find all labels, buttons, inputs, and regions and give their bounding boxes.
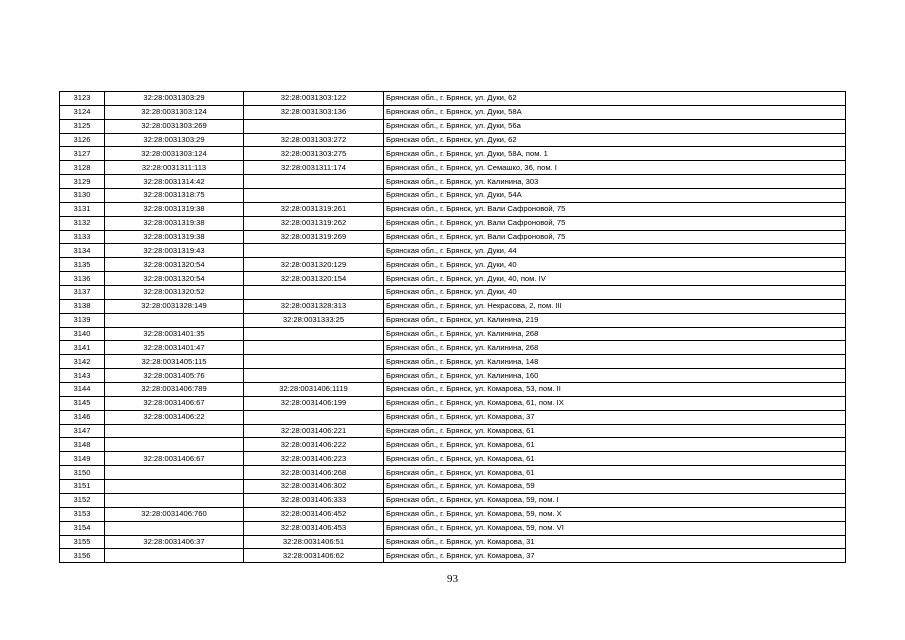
address-cell: Брянская обл., г. Брянск, ул. Вали Сафроновой, 75 [384,202,846,216]
object-cadastral-number-cell: 32:28:0031406:62 [244,549,384,563]
row-number-cell: 3145 [60,396,105,410]
object-cadastral-number-cell: 32:28:0031406:1119 [244,383,384,397]
table-row [60,258,846,272]
address-cell: Брянская обл., г. Брянск, ул. Дуки, 62 [384,92,846,106]
parent-cadastral-number-cell: 32:28:0031319:38 [105,202,244,216]
address-cell: Брянская обл., г. Брянск, ул. Комарова, 37 [384,549,846,563]
table-row [60,299,846,313]
object-cadastral-number-cell: 32:28:0031406:223 [244,452,384,466]
parent-cadastral-number-cell [105,313,244,327]
object-cadastral-number-cell: 32:28:0031333:25 [244,313,384,327]
object-cadastral-number-cell: 32:28:0031319:269 [244,230,384,244]
address-cell: Брянская обл., г. Брянск, ул. Калинина, 219 [384,313,846,327]
table-row [60,216,846,230]
parent-cadastral-number-cell [105,466,244,480]
address-cell: Брянская обл., г. Брянск, ул. Некрасова, 2, пом. III [384,299,846,313]
table-row [60,105,846,119]
table-row [60,202,846,216]
table-row [60,535,846,549]
address-cell: Брянская обл., г. Брянск, ул. Дуки, 40, пом. IV [384,272,846,286]
row-number-cell: 3128 [60,161,105,175]
table-row [60,383,846,397]
object-cadastral-number-cell [244,327,384,341]
table-row [60,521,846,535]
address-cell: Брянская обл., г. Брянск, ул. Комарова, 59, пом. X [384,507,846,521]
parent-cadastral-number-cell [105,493,244,507]
address-cell: Брянская обл., г. Брянск, ул. Семашко, 36, пом. I [384,161,846,175]
parent-cadastral-number-cell: 32:28:0031303:29 [105,133,244,147]
row-number-cell: 3136 [60,272,105,286]
row-number-cell: 3141 [60,341,105,355]
parent-cadastral-number-cell: 32:28:0031401:35 [105,327,244,341]
row-number-cell: 3131 [60,202,105,216]
parent-cadastral-number-cell: 32:28:0031405:115 [105,355,244,369]
table-row [60,355,846,369]
parent-cadastral-number-cell: 32:28:0031320:52 [105,286,244,300]
parent-cadastral-number-cell: 32:28:0031303:124 [105,105,244,119]
address-cell: Брянская обл., г. Брянск, ул. Дуки, 44 [384,244,846,258]
row-number-cell: 3132 [60,216,105,230]
object-cadastral-number-cell: 32:28:0031406:221 [244,424,384,438]
row-number-cell: 3124 [60,105,105,119]
row-number-cell: 3126 [60,133,105,147]
parent-cadastral-number-cell: 32:28:0031406:67 [105,396,244,410]
address-cell: Брянская обл., г. Брянск, ул. Комарова, 61, пом. IX [384,396,846,410]
row-number-cell: 3152 [60,493,105,507]
parent-cadastral-number-cell [105,480,244,494]
row-number-cell: 3153 [60,507,105,521]
address-cell: Брянская обл., г. Брянск, ул. Калинина, 148 [384,355,846,369]
row-number-cell: 3151 [60,480,105,494]
table-row [60,133,846,147]
object-cadastral-number-cell: 32:28:0031303:275 [244,147,384,161]
address-cell: Брянская обл., г. Брянск, ул. Комарова, 61 [384,438,846,452]
parent-cadastral-number-cell: 32:28:0031406:760 [105,507,244,521]
row-number-cell: 3155 [60,535,105,549]
row-number-cell: 3123 [60,92,105,106]
address-cell: Брянская обл., г. Брянск, ул. Вали Сафроновой, 75 [384,230,846,244]
row-number-cell: 3138 [60,299,105,313]
address-cell: Брянская обл., г. Брянск, ул. Дуки, 58А [384,105,846,119]
address-cell: Брянская обл., г. Брянск, ул. Комарова, 37 [384,410,846,424]
table-row [60,272,846,286]
table-row [60,230,846,244]
address-cell: Брянская обл., г. Брянск, ул. Комарова, 59 [384,480,846,494]
address-cell: Брянская обл., г. Брянск, ул. Комарова, 61 [384,452,846,466]
table-row [60,396,846,410]
object-cadastral-number-cell: 32:28:0031303:136 [244,105,384,119]
table-row [60,438,846,452]
object-cadastral-number-cell [244,175,384,189]
table-row [60,341,846,355]
object-cadastral-number-cell: 32:28:0031406:222 [244,438,384,452]
table-row [60,189,846,203]
row-number-cell: 3142 [60,355,105,369]
object-cadastral-number-cell [244,355,384,369]
object-cadastral-number-cell: 32:28:0031311:174 [244,161,384,175]
parent-cadastral-number-cell: 32:28:0031320:54 [105,272,244,286]
address-cell: Брянская обл., г. Брянск, ул. Комарова, 59, пом. VI [384,521,846,535]
parent-cadastral-number-cell: 32:28:0031405:76 [105,369,244,383]
table-row [60,480,846,494]
table-row [60,452,846,466]
row-number-cell: 3150 [60,466,105,480]
parent-cadastral-number-cell: 32:28:0031328:149 [105,299,244,313]
row-number-cell: 3125 [60,119,105,133]
page-number: 93 [447,573,458,585]
object-cadastral-number-cell: 32:28:0031406:302 [244,480,384,494]
row-number-cell: 3147 [60,424,105,438]
object-cadastral-number-cell [244,244,384,258]
table-row [60,119,846,133]
address-cell: Брянская обл., г. Брянск, ул. Дуки, 54А [384,189,846,203]
object-cadastral-number-cell: 32:28:0031406:199 [244,396,384,410]
parent-cadastral-number-cell: 32:28:0031311:113 [105,161,244,175]
address-cell: Брянская обл., г. Брянск, ул. Комарова, 59, пом. I [384,493,846,507]
row-number-cell: 3130 [60,189,105,203]
parent-cadastral-number-cell: 32:28:0031406:67 [105,452,244,466]
object-cadastral-number-cell [244,410,384,424]
object-cadastral-number-cell [244,119,384,133]
registry-table-body [60,92,846,563]
address-cell: Брянская обл., г. Брянск, ул. Дуки, 40 [384,286,846,300]
object-cadastral-number-cell: 32:28:0031406:333 [244,493,384,507]
row-number-cell: 3140 [60,327,105,341]
row-number-cell: 3137 [60,286,105,300]
table-row [60,327,846,341]
table-row [60,313,846,327]
row-number-cell: 3144 [60,383,105,397]
parent-cadastral-number-cell: 32:28:0031401:47 [105,341,244,355]
table-row [60,147,846,161]
address-cell: Брянская обл., г. Брянск, ул. Комарова, 31 [384,535,846,549]
address-cell: Брянская обл., г. Брянск, ул. Комарова, 53, пом. II [384,383,846,397]
table-row [60,424,846,438]
row-number-cell: 3129 [60,175,105,189]
row-number-cell: 3133 [60,230,105,244]
object-cadastral-number-cell: 32:28:0031406:268 [244,466,384,480]
address-cell: Брянская обл., г. Брянск, ул. Калинина, 160 [384,369,846,383]
object-cadastral-number-cell: 32:28:0031303:272 [244,133,384,147]
address-cell: Брянская обл., г. Брянск, ул. Дуки, 62 [384,133,846,147]
row-number-cell: 3127 [60,147,105,161]
row-number-cell: 3135 [60,258,105,272]
parent-cadastral-number-cell [105,438,244,452]
parent-cadastral-number-cell [105,424,244,438]
object-cadastral-number-cell: 32:28:0031406:452 [244,507,384,521]
object-cadastral-number-cell: 32:28:0031320:129 [244,258,384,272]
address-cell: Брянская обл., г. Брянск, ул. Калинина, 268 [384,327,846,341]
object-cadastral-number-cell [244,189,384,203]
parent-cadastral-number-cell [105,521,244,535]
address-cell: Брянская обл., г. Брянск, ул. Дуки, 40 [384,258,846,272]
object-cadastral-number-cell: 32:28:0031319:261 [244,202,384,216]
row-number-cell: 3149 [60,452,105,466]
address-cell: Брянская обл., г. Брянск, ул. Дуки, 58А, пом. 1 [384,147,846,161]
parent-cadastral-number-cell: 32:28:0031319:38 [105,216,244,230]
address-cell: Брянская обл., г. Брянск, ул. Комарова, 61 [384,424,846,438]
object-cadastral-number-cell: 32:28:0031406:453 [244,521,384,535]
object-cadastral-number-cell [244,286,384,300]
table-row [60,92,846,106]
row-number-cell: 3154 [60,521,105,535]
address-cell: Брянская обл., г. Брянск, ул. Калинина, 303 [384,175,846,189]
row-number-cell: 3156 [60,549,105,563]
object-cadastral-number-cell: 32:28:0031406:51 [244,535,384,549]
row-number-cell: 3143 [60,369,105,383]
parent-cadastral-number-cell: 32:28:0031319:38 [105,230,244,244]
object-cadastral-number-cell: 32:28:0031303:122 [244,92,384,106]
registry-table [59,91,846,563]
row-number-cell: 3146 [60,410,105,424]
parent-cadastral-number-cell [105,549,244,563]
row-number-cell: 3134 [60,244,105,258]
address-cell: Брянская обл., г. Брянск, ул. Дуки, 56а [384,119,846,133]
table-row [60,549,846,563]
table-row [60,161,846,175]
address-cell: Брянская обл., г. Брянск, ул. Калинина, 268 [384,341,846,355]
row-number-cell: 3139 [60,313,105,327]
parent-cadastral-number-cell: 32:28:0031319:43 [105,244,244,258]
table-row [60,493,846,507]
address-cell: Брянская обл., г. Брянск, ул. Вали Сафроновой, 75 [384,216,846,230]
table-row [60,369,846,383]
parent-cadastral-number-cell: 32:28:0031406:37 [105,535,244,549]
table-row [60,410,846,424]
table-row [60,244,846,258]
parent-cadastral-number-cell: 32:28:0031314:42 [105,175,244,189]
parent-cadastral-number-cell: 32:28:0031406:22 [105,410,244,424]
object-cadastral-number-cell: 32:28:0031328:313 [244,299,384,313]
parent-cadastral-number-cell: 32:28:0031303:124 [105,147,244,161]
table-row [60,175,846,189]
parent-cadastral-number-cell: 32:28:0031318:75 [105,189,244,203]
parent-cadastral-number-cell: 32:28:0031406:789 [105,383,244,397]
parent-cadastral-number-cell: 32:28:0031320:54 [105,258,244,272]
object-cadastral-number-cell: 32:28:0031320:154 [244,272,384,286]
table-row [60,286,846,300]
table-row [60,466,846,480]
address-cell: Брянская обл., г. Брянск, ул. Комарова, 61 [384,466,846,480]
parent-cadastral-number-cell: 32:28:0031303:269 [105,119,244,133]
object-cadastral-number-cell [244,341,384,355]
parent-cadastral-number-cell: 32:28:0031303:29 [105,92,244,106]
row-number-cell: 3148 [60,438,105,452]
object-cadastral-number-cell: 32:28:0031319:262 [244,216,384,230]
object-cadastral-number-cell [244,369,384,383]
table-row [60,507,846,521]
